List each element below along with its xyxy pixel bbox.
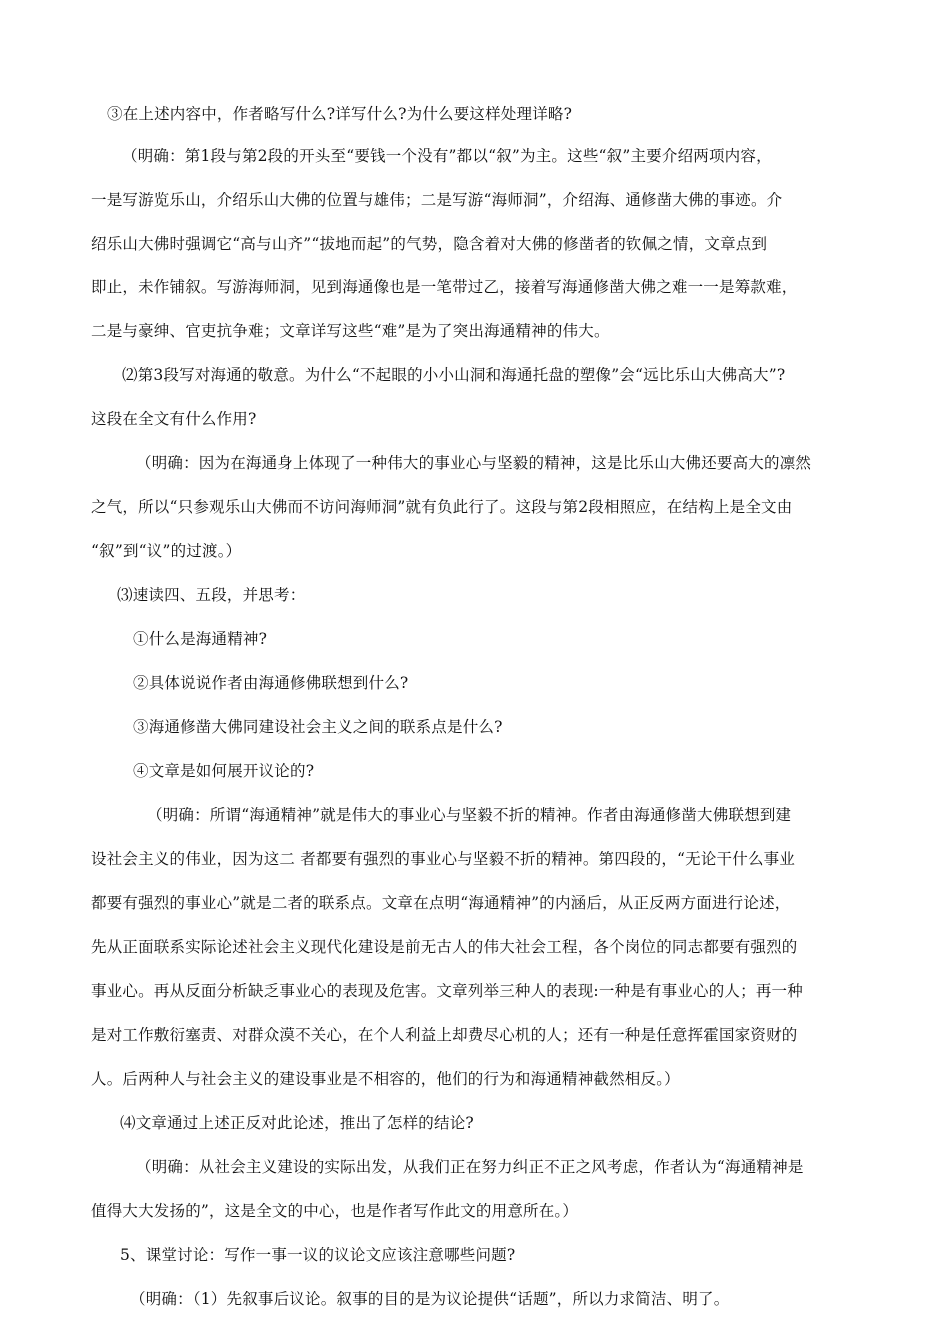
answer-line: 值得大大发扬的”，这是全文的中心，也是作者写作此文的用意所在。） — [91, 1202, 579, 1220]
answer-line: 人。后两种人与社会主义的建设事业是不相容的，他们的行为和海通精神截然相反。） — [91, 1070, 680, 1088]
answer-line: （明确：所谓“海通精神”就是伟大的事业心与坚毅不折的精神。作者由海通修凿大佛联想到建 — [147, 806, 792, 824]
answer-line: （明确：从社会主义建设的实际出发，从我们正在努力纠正不正之风考虑，作者认为“海通精神是 — [136, 1158, 804, 1176]
answer-line: 都要有强烈的事业心”就是二者的联系点。文章在点明“海通精神”的内涵后，从正反两方面进行论述， — [91, 894, 791, 912]
answer-line: 即止，未作铺叙。写游海师洞，见到海通像也是一笔带过乙，接着写海通修凿大佛之难一一是筹款难， — [91, 278, 798, 296]
question-line: ③在上述内容中，作者略写什么?详写什么?为什么要这样处理详略? — [107, 105, 573, 123]
answer-line: （明确：（1）先叙事后议论。叙事的目的是为议论提供“话题”，所以力求简洁、明了。 — [130, 1290, 730, 1308]
answer-line: 是对工作敷衍塞责、对群众漠不关心，在个人利益上却费尽心机的人；还有一种是任意挥霍国家资财的 — [91, 1026, 798, 1044]
answer-line: 先从正面联系实际论述社会主义现代化建设是前无古人的伟大社会工程，各个岗位的同志都要有强烈的 — [91, 938, 798, 956]
answer-line: 之气，所以“只参观乐山大佛而不访问海师洞”就有负此行了。这段与第2段相照应，在结构上是全文由 — [91, 498, 793, 516]
sub-question-line: ④文章是如何展开议论的? — [133, 762, 315, 780]
answer-line: （明确：因为在海通身上体现了一种伟大的事业心与坚毅的精神，这是比乐山大佛还要高大的凛然 — [136, 454, 812, 472]
question-line: 这段在全文有什么作用? — [91, 410, 257, 428]
answer-line: 绍乐山大佛时强调它“高与山齐”“拔地而起”的气势，隐含着对大佛的修凿者的钦佩之情，文章点到 — [91, 235, 768, 253]
question-line: ⑷文章通过上述正反对此论述，推出了怎样的结论? — [120, 1114, 474, 1132]
answer-line: 二是与豪绅、官吏抗争难；文章详写这些“难”是为了突出海通精神的伟大。 — [91, 322, 610, 340]
answer-line: 设社会主义的伟业，因为这二 者都要有强烈的事业心与坚毅不折的精神。第四段的，“无论干什么事业 — [91, 850, 796, 868]
answer-line: 一是写游览乐山，介绍乐山大佛的位置与雄伟；二是写游“海师洞”，介绍海、通修凿大佛的事迹。介 — [91, 191, 783, 209]
answer-line: 事业心。再从反面分析缺乏事业心的表现及危害。文章列举三种人的表现:一种是有事业心的人；再一种 — [91, 982, 803, 1000]
sub-question-line: ③海通修凿大佛同建设社会主义之间的联系点是什么? — [133, 718, 503, 736]
sub-question-line: ②具体说说作者由海通修佛联想到什么? — [133, 674, 409, 692]
section-heading: 5、课堂讨论：写作一事一议的议论文应该注意哪些问题? — [120, 1246, 516, 1264]
answer-line: “叙”到“议”的过渡。） — [91, 542, 242, 560]
question-line: ⑶速读四、五段，并思考： — [117, 586, 306, 604]
question-line: ⑵第3段写对海通的敬意。为什么“不起眼的小小山洞和海通托盘的塑像”会“远比乐山大佛高大”? — [122, 366, 786, 384]
answer-line: （明确：第1段与第2段的开头至“要钱一个没有”都以“叙”为主。这些“叙”主要介绍两项内容， — [122, 147, 772, 165]
sub-question-line: ①什么是海通精神? — [133, 630, 268, 648]
